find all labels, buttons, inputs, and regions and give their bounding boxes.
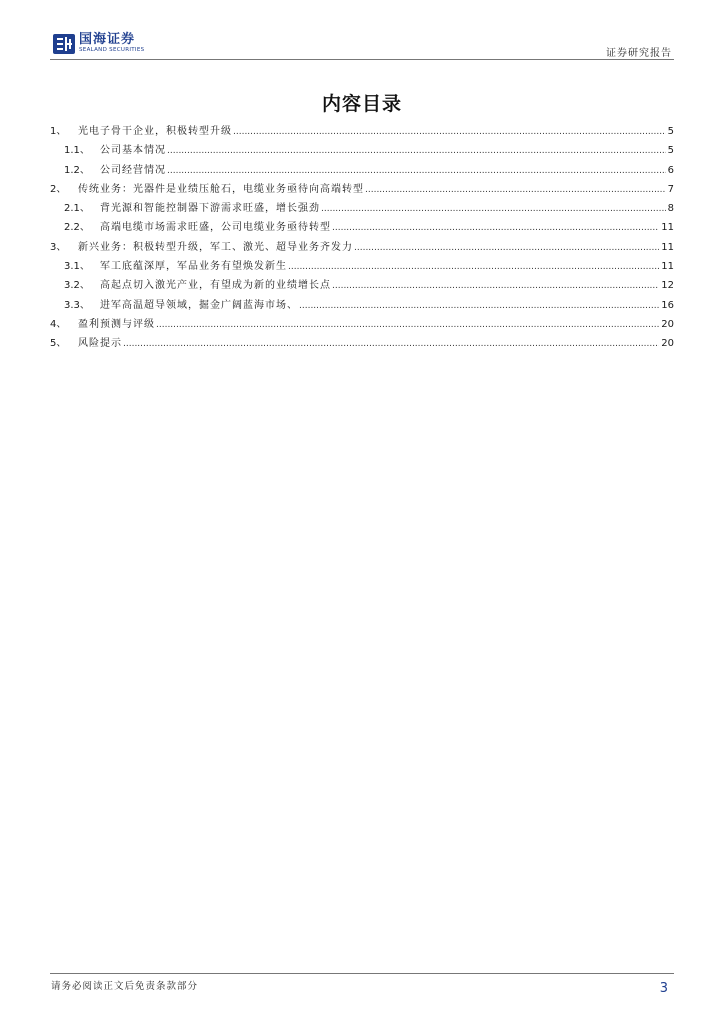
toc-entry[interactable] (50, 141, 674, 160)
toc-entry-title: 盈利预测与评级 (78, 318, 155, 330)
toc-title: 内容目录 (321, 93, 402, 115)
toc-dot-leader (123, 335, 659, 354)
toc-entry[interactable] (50, 276, 674, 295)
toc-entry-page: 11 (661, 261, 674, 273)
toc-entry-title: 进军高温超导领域，掘金广阔蓝海市场、 (100, 299, 298, 311)
toc-entry[interactable] (50, 161, 674, 180)
toc-entry-number: 4、 (50, 318, 67, 330)
toc-entry-number: 5、 (50, 338, 67, 350)
toc-entry-title: 传统业务：光器件是业绩压舱石，电缆业务亟待向高端转型 (78, 183, 364, 195)
toc-dot-leader (332, 219, 659, 238)
toc-dot-leader (365, 181, 666, 200)
toc-entry-page: 16 (661, 299, 674, 311)
toc-entry-number: 2.2、 (64, 222, 90, 234)
toc-entry-page: 12 (661, 280, 674, 292)
toc-entry-title: 光电子骨干企业，积极转型升级 (78, 126, 232, 137)
toc-entry[interactable] (50, 296, 674, 315)
toc-entry-number: 3.2、 (64, 280, 90, 292)
toc-entry-page: 5 (667, 145, 674, 157)
toc-entry-number: 2.1、 (64, 203, 90, 215)
toc-entry-title: 高端电缆市场需求旺盛，公司电缆业务亟待转型 (100, 222, 331, 234)
page-header (50, 32, 674, 58)
toc-entry-number: 1.2、 (64, 164, 90, 176)
toc-entry-title: 公司经营情况 (100, 164, 166, 176)
sealand-logo-icon (53, 34, 75, 54)
toc-entry-number: 3.3、 (64, 299, 90, 311)
toc-entry-page: 11 (661, 222, 674, 234)
toc-entry-page: 6 (667, 164, 674, 176)
toc-entry[interactable] (50, 180, 674, 199)
toc-dot-leader (321, 200, 666, 219)
toc-entry[interactable] (50, 218, 674, 237)
table-of-contents (50, 122, 674, 354)
toc-entry-title: 背光源和智能控制器下游需求旺盛，增长强劲 (100, 203, 320, 215)
toc-entry-page: 20 (661, 318, 674, 330)
toc-entry-page: 20 (661, 338, 674, 350)
toc-dot-leader (288, 258, 659, 277)
toc-entry-number: 3.1、 (64, 261, 90, 273)
toc-entry-title: 风险提示 (78, 338, 122, 350)
toc-entry-number: 2、 (50, 183, 67, 195)
header-divider (50, 59, 674, 60)
toc-entry[interactable] (50, 334, 674, 353)
toc-entry[interactable] (50, 199, 674, 218)
toc-dot-leader (332, 277, 659, 296)
toc-entry[interactable] (50, 238, 674, 257)
page-number: 3 (659, 981, 668, 996)
toc-entry-title: 新兴业务：积极转型升级，军工、激光、超导业务齐发力 (78, 241, 353, 253)
toc-entry-title: 军工底蕴深厚，军品业务有望焕发新生 (100, 261, 287, 273)
toc-entry-page: 5 (667, 126, 674, 137)
toc-dot-leader (156, 316, 659, 335)
toc-dot-leader (167, 162, 666, 181)
toc-entry-number: 1.1、 (64, 145, 90, 157)
footer-divider (50, 973, 674, 974)
toc-entry-number: 1、 (50, 126, 67, 137)
toc-dot-leader (354, 239, 659, 258)
toc-dot-leader (167, 142, 666, 161)
toc-entry[interactable] (50, 122, 674, 141)
toc-entry-page: 8 (667, 203, 674, 215)
toc-entry-title: 公司基本情况 (100, 145, 166, 157)
report-type-label: 证券研究报告 (606, 48, 672, 59)
toc-entry-title: 高起点切入激光产业，有望成为新的业绩增长点 (100, 280, 331, 292)
toc-dot-leader (299, 297, 659, 316)
toc-entry[interactable] (50, 315, 674, 334)
toc-entry-number: 3、 (50, 241, 67, 253)
toc-entry-page: 7 (667, 183, 674, 195)
brand-name-en: SEALAND SECURITIES (79, 47, 145, 53)
footer-disclaimer: 请务必阅读正文后免责条款部分 (51, 981, 199, 992)
toc-entry[interactable] (50, 257, 674, 276)
brand-name-cn: 国海证券 (79, 32, 136, 47)
toc-entry-page: 11 (661, 241, 674, 253)
toc-dot-leader (233, 123, 666, 142)
